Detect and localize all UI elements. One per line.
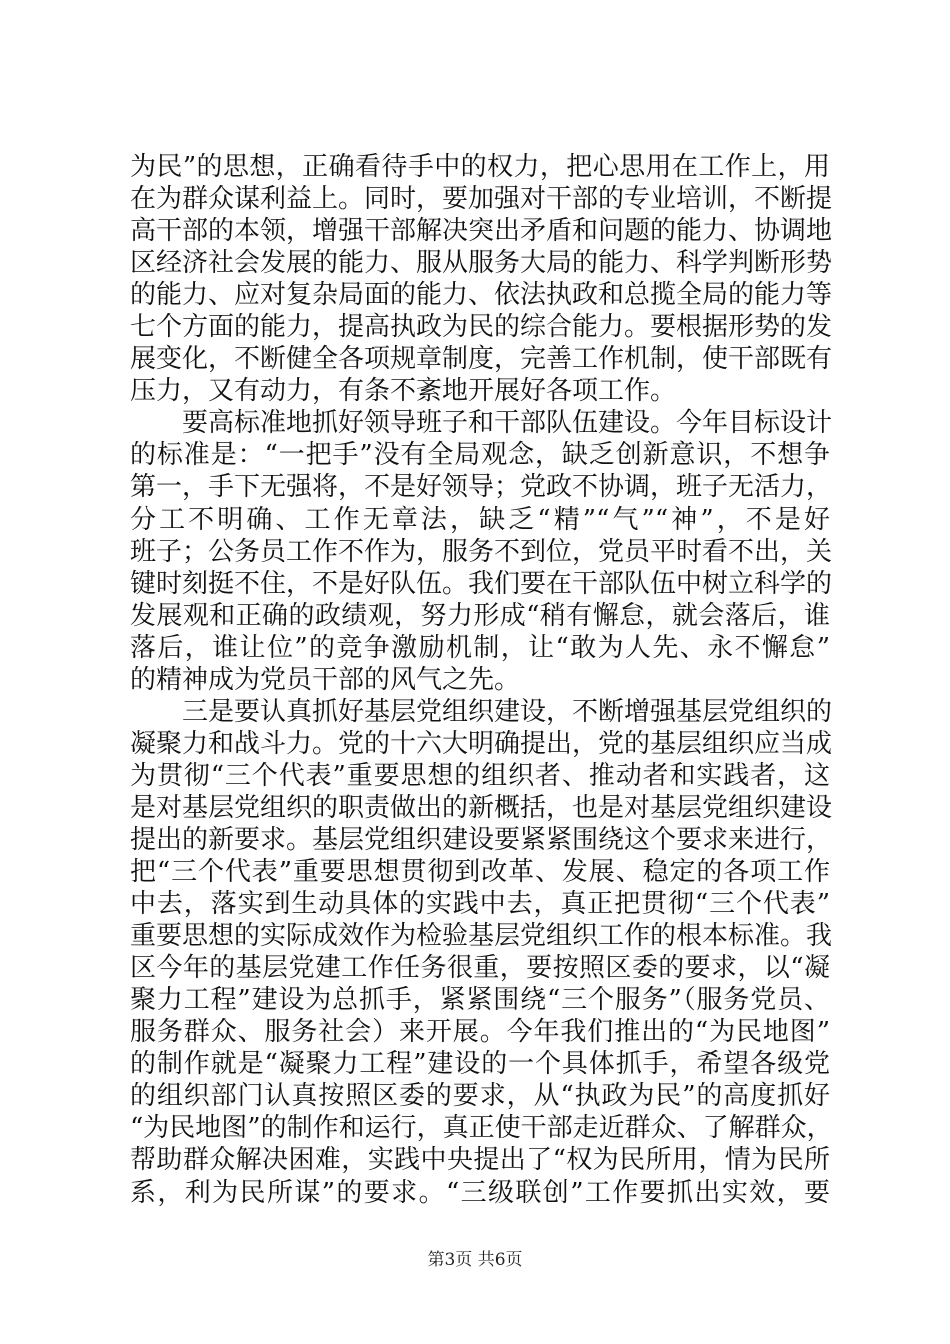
text-line: 高干部的本领，增强干部解决突出矛盾和问题的能力、协调地 bbox=[130, 216, 833, 247]
text-line: 三是要认真抓好基层党组织建设，不断增强基层党组织的 bbox=[130, 696, 833, 727]
text-line: 要高标准地抓好领导班子和干部队伍建设。今年目标设计 bbox=[130, 408, 833, 439]
page-number-footer: 第3页 共6页 bbox=[427, 1250, 523, 1270]
text-line: 的精神成为党员干部的风气之先。 bbox=[130, 664, 521, 695]
text-line: 中去，落实到生动具体的实践中去，真正把贯彻“三个代表” bbox=[130, 889, 830, 920]
text-line: 压力，又有动力，有条不紊地开展好各项工作。 bbox=[130, 376, 677, 407]
text-line: 第一，手下无强将，不是好领导；党政不协调，班子无活力， bbox=[130, 472, 833, 503]
text-line: 落后，谁让位”的竞争激励机制，让“敢为人先、永不懈怠” bbox=[130, 632, 830, 663]
body-text bbox=[130, 151, 833, 1209]
text-line: 分工不明确、工作无章法，缺乏“精”“气”“神”，不是好 bbox=[130, 504, 830, 535]
text-line: 提出的新要求。基层党组织建设要紧紧围绕这个要求来进行， bbox=[130, 824, 833, 855]
text-line: 班子；公务员工作不作为，服务不到位，党员平时看不出，关 bbox=[130, 536, 833, 567]
text-line: 为民”的思想，正确看待手中的权力，把心思用在工作上，用 bbox=[130, 152, 830, 182]
text-line: 区今年的基层党建工作任务很重，要按照区委的要求，以“凝 bbox=[130, 953, 830, 984]
text-line: 发展观和正确的政绩观，努力形成“稍有懈怠，就会落后，谁 bbox=[130, 600, 830, 631]
text-line: 的标准是：“一把手”没有全局观念，缺乏创新意识，不想争 bbox=[130, 440, 830, 471]
text-line: 区经济社会发展的能力、服从服务大局的能力、科学判断形势 bbox=[130, 248, 833, 279]
text-line: 凝聚力和战斗力。党的十六大明确提出，党的基层组织应当成 bbox=[130, 728, 833, 759]
text-line: 帮助群众解决困难，实践中央提出了“权为民所用，情为民所 bbox=[130, 1145, 830, 1176]
text-line: 七个方面的能力，提高执政为民的综合能力。要根据形势的发 bbox=[130, 312, 833, 343]
text-line: 展变化，不断健全各项规章制度，完善工作机制，使干部既有 bbox=[130, 344, 833, 375]
text-line: 聚力工程”建设为总抓手，紧紧围绕“三个服务”（服务党员、 bbox=[130, 985, 830, 1016]
text-line: 把“三个代表”重要思想贯彻到改革、发展、稳定的各项工作 bbox=[130, 857, 830, 888]
text-line: 的制作就是“凝聚力工程”建设的一个具体抓手，希望各级党 bbox=[130, 1049, 830, 1080]
text-line: 为贯彻“三个代表”重要思想的组织者、推动者和实践者，这 bbox=[130, 760, 830, 791]
text-line: 键时刻挺不住，不是好队伍。我们要在干部队伍中树立科学的 bbox=[130, 568, 833, 599]
text-line: 的组织部门认真按照区委的要求，从“执政为民”的高度抓好 bbox=[130, 1081, 830, 1112]
text-line: 服务群众、服务社会）来开展。今年我们推出的“为民地图” bbox=[130, 1017, 830, 1048]
text-line: 重要思想的实际成效作为检验基层党组织工作的根本标准。我 bbox=[130, 921, 833, 952]
text-line: 的能力、应对复杂局面的能力、依法执政和总揽全局的能力等 bbox=[130, 280, 833, 311]
text-line: 在为群众谋利益上。同时，要加强对干部的专业培训，不断提 bbox=[130, 184, 833, 215]
text-line: 是对基层党组织的职责做出的新概括，也是对基层党组织建设 bbox=[130, 792, 833, 823]
text-line: 系，利为民所谋”的要求。“三级联创”工作要抓出实效，要 bbox=[130, 1177, 830, 1208]
text-line: “为民地图”的制作和运行，真正使干部走近群众、了解群众， bbox=[130, 1113, 833, 1144]
